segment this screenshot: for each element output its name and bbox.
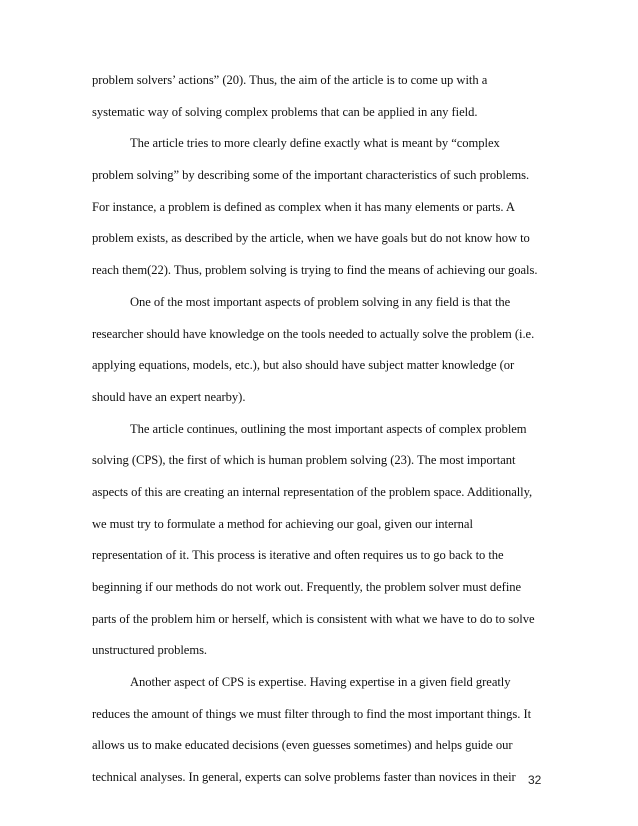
text-line: For instance, a problem is defined as complex when it has many elements or parts. A bbox=[92, 199, 515, 214]
text-line: problem exists, as described by the article, when we have goals but do not know how to bbox=[92, 231, 530, 246]
text-line: solving (CPS), the first of which is human problem solving (23). The most important bbox=[92, 453, 516, 468]
text-line: problem solvers’ actions” (20). Thus, the aim of the article is to come up with a bbox=[92, 73, 488, 87]
paragraph-first-line: One of the most important aspects of problem solving in any field is that the bbox=[130, 294, 511, 309]
text-line: researcher should have knowledge on the tools needed to actually solve the problem (i.e. bbox=[92, 326, 535, 341]
text-line: unstructured problems. bbox=[92, 643, 208, 658]
text-line: reach them(22). Thus, problem solving is trying to find the means of achieving our goals. bbox=[92, 263, 538, 278]
text-line: we must try to formulate a method for achieving our goal, given our internal bbox=[92, 516, 473, 531]
text-line: beginning if our methods do not work out. Frequently, the problem solver must define bbox=[92, 580, 522, 594]
text-line: should have an expert nearby). bbox=[92, 389, 246, 404]
text-line: allows us to make educated decisions (even guesses sometimes) and helps guide our bbox=[92, 738, 513, 753]
text-line: systematic way of solving complex problems that can be applied in any field. bbox=[92, 104, 478, 119]
text-line: parts of the problem him or herself, which is consistent with what we have to do to solve bbox=[92, 611, 535, 626]
text-line: representation of it. This process is iterative and often requires us to go back to the bbox=[92, 548, 504, 563]
text-line: technical analyses. In general, experts can solve problems faster than novices in their bbox=[92, 770, 516, 785]
text-line: reduces the amount of things we must filter through to find the most important things. It bbox=[92, 706, 532, 721]
body-text bbox=[92, 65, 552, 794]
page-number: 32 bbox=[528, 773, 542, 787]
paragraph-first-line: The article continues, outlining the most important aspects of complex problem bbox=[130, 421, 527, 436]
text-line: problem solving” by describing some of the important characteristics of such problems. bbox=[92, 168, 530, 183]
paragraph-first-line: Another aspect of CPS is expertise. Having expertise in a given field greatly bbox=[130, 675, 511, 690]
paragraph-first-line: The article tries to more clearly define exactly what is meant by “complex bbox=[130, 136, 500, 151]
text-line: applying equations, models, etc.), but also should have subject matter knowledge (or bbox=[92, 358, 515, 373]
text-line: aspects of this are creating an internal representation of the problem space. Additionally, bbox=[92, 484, 533, 499]
